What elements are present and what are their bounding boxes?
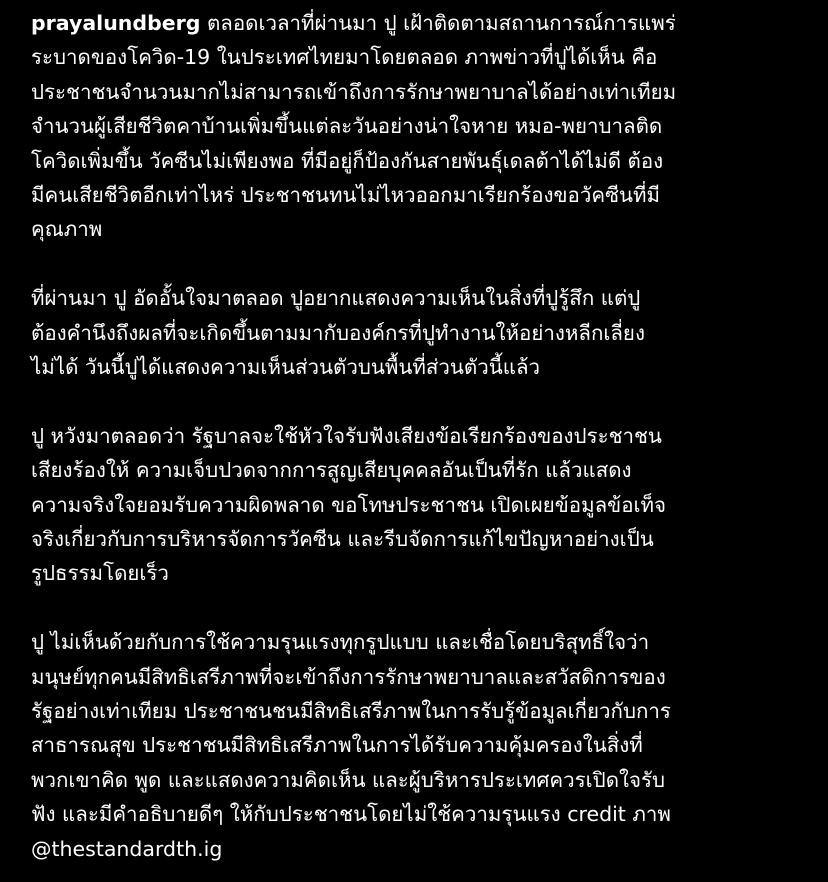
caption-paragraph-2: ที่ผ่านมา ปู อัดอั้นใจมาตลอด ปูอยากแสดงความเห็นในสิ่งที่ปูรู้สึก แต่ปู ต้องคำนึงถึงผลที่จะเกิดขึ้นตามมากับองค์กรที่ปูทำงานให้อย่างหลีกเลี่ยง ไม่ได้ วันนี้ปูได้แสดงความเห็นส่วนตัวบนพื้นที่ส่วนตัวนี้แล้ว	[31, 286, 645, 380]
caption-text: ตลอดเวลาที่ผ่านมา ปู เฝ้าติดตามสถานการณ์การแพร่ ระบาดของโควิด-19 ในประเทศไทยมาโดยตลอด ภาพข่าวที่ปูได้เห็น คือ ประชาชนจำนวนมากไม่สามารถเข้าถึงการรักษาพยาบาลได้อย่างเท่าเทียม จำนวนผู้เสียชีวิตคาบ้านเพิ่มขึ้นแต่ละวันอย่างน่าใจหาย หมอ-พยาบาลติด โควิดเพิ่มขึ้น วัคซีนไม่เพียงพอ ที่มีอยู่ก็ป้องกันสายพันธุ์เดลต้าได้ไม่ดี ต้อง มีคนเสียชีวิตอีกเท่าไหร่ ประชาชนทนไม่ไหวออกมาเรียกร้องขอวัคซีนที่มี คุณภาพ	[31, 11, 677, 242]
caption-paragraph-3: ปู หวังมาตลอดว่า รัฐบาลจะใช้หัวใจรับฟังเสียงข้อเรียกร้องของประชาชน เสียงร้องให้ ความเจ็บปวดจากการสูญเสียบุคคลอันเป็นที่รัก แล้วแสดง ความจริงใจยอมรับความผิดพลาด ขอโทษประชาชน เปิดเผยข้อมูลข้อเท็จ จริงเกี่ยวกับการบริหารจัดการวัคซีน และรีบจัดการแก้ไขปัญหาอย่างเป็น รูปธรรมโดยเร็ว	[31, 423, 667, 586]
username-link[interactable]: prayalundberg	[31, 11, 201, 35]
caption-paragraph-1	[31, 6, 821, 247]
post-caption	[31, 6, 821, 866]
caption-paragraph-4: ปู ไม่เห็นด้วยกับการใช้ความรุนแรงทุกรูปแบบ และเชื่อโดยบริสุทธิ์ใจว่า มนุษย์ทุกคนมีสิทธิเสรีภาพที่จะเข้าถึงการรักษาพยาบาลและสวัสดิการของ รัฐอย่างเท่าเทียม ประชาชนชนมีสิทธิเสรีภาพในการรับรู้ข้อมูลเกี่ยวกับการ สาธารณสุข ประชาชนมีสิทธิเสรีภาพในการได้รับความคุ้มครองในสิ่งที่ พวกเขาคิด พูด และแสดงความคิดเห็น และผู้บริหารประเทศควรเปิดใจรับ ฟัง และมีคำอธิบายดีๆ ให้กับประชาชนโดยไม่ใช้ความรุนแรง credit ภาพ @thestandardth.ig	[31, 630, 671, 861]
